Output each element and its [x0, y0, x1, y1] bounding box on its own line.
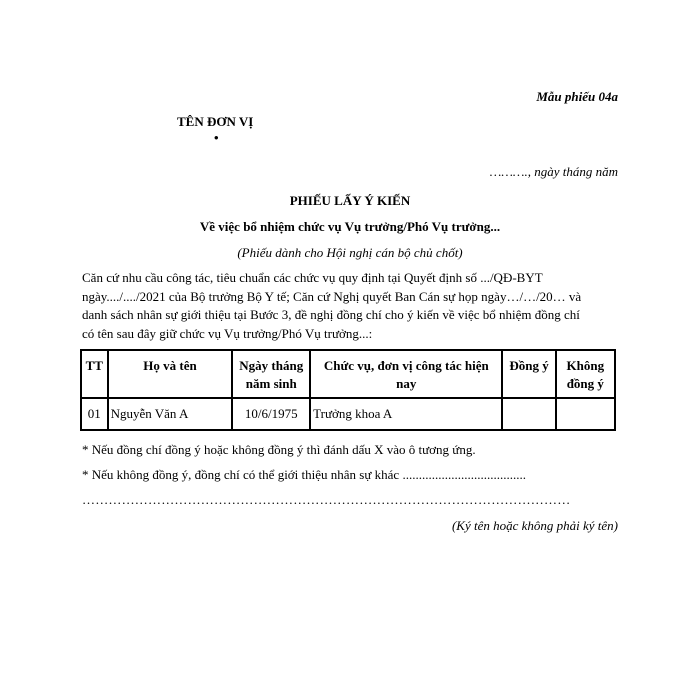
- cell-position: Trưởng khoa A: [310, 398, 502, 430]
- intro-line: Căn cứ nhu cầu công tác, tiêu chuẩn các chức vụ quy định tại Quyết định số .../QĐ-BYT: [82, 270, 543, 285]
- intro-line: danh sách nhân sự giới thiệu tại Bước 3, đề nghị đồng chí cho ý kiến về việc bổ nhiệm đồng chí: [82, 307, 580, 322]
- date-line: ………., ngày tháng năm: [489, 164, 618, 179]
- signature-note: (Ký tên hoặc không phải ký tên): [451, 518, 618, 533]
- unit-name: TÊN ĐƠN VỊ: [177, 114, 254, 129]
- form-audience: (Phiếu dành cho Hội nghị cán bộ chủ chốt): [237, 245, 463, 260]
- intro-paragraph: [82, 269, 622, 343]
- header-dob: Ngày tháng năm sinh: [232, 350, 310, 398]
- form-subtitle: Về việc bổ nhiệm chức vụ Vụ trưởng/Phó Vụ trưởng...: [199, 219, 501, 234]
- cell-disagree[interactable]: [556, 398, 615, 430]
- intro-line: có tên sau đây giữ chức vụ Vụ trưởng/Phó Vụ trưởng...:: [82, 325, 373, 341]
- form-code: Mẫu phiếu 04a: [536, 89, 618, 104]
- header-disagree: Không đồng ý: [556, 350, 615, 398]
- header-position: Chức vụ, đơn vị công tác hiện nay: [310, 350, 502, 398]
- dotted-fill-line: …………………………………………………………………………………………………: [82, 492, 571, 507]
- cell-agree[interactable]: [502, 398, 555, 430]
- note-mark-instruction: * Nếu đồng chí đồng ý hoặc không đồng ý thì đánh dấu X vào ô tương ứng.: [82, 442, 476, 457]
- header-name: Họ và tên: [108, 350, 233, 398]
- cell-name: Nguyễn Văn A: [108, 398, 233, 430]
- intro-line: ngày..../..../2021 của Bộ trưởng Bộ Y tế; Căn cứ Nghị quyết Ban Cán sự họp ngày…/…/20… và: [82, 288, 582, 304]
- header-tt: TT: [81, 350, 108, 398]
- unit-bullet: •: [214, 130, 219, 145]
- table-header-row: [81, 350, 615, 398]
- header-agree: Đồng ý: [502, 350, 555, 398]
- note-alternative-nominee: * Nếu không đồng ý, đồng chí có thể giới thiệu nhân sự khác ......................................: [82, 467, 526, 482]
- vote-table: [80, 349, 616, 431]
- cell-dob: 10/6/1975: [232, 398, 310, 430]
- table-row: [81, 398, 615, 430]
- cell-tt: 01: [81, 398, 108, 430]
- form-title: PHIẾU LẤY Ý KIẾN: [289, 193, 411, 208]
